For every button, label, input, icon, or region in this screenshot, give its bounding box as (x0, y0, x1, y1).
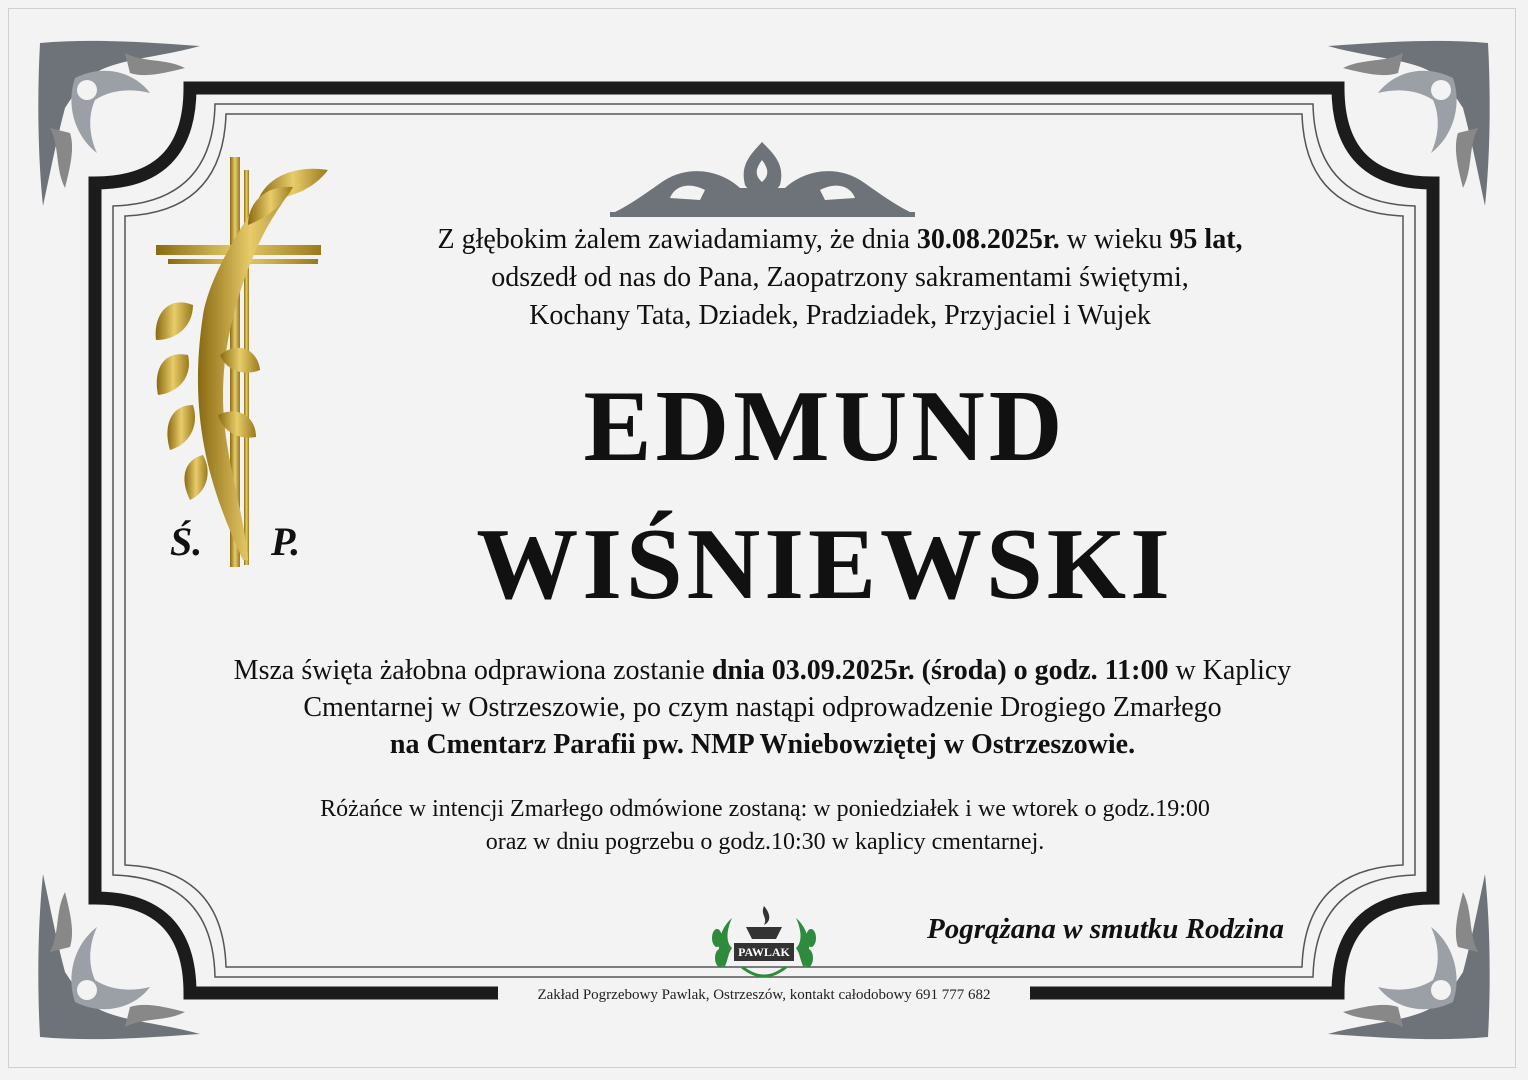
intro-line-1 (340, 221, 1340, 259)
intro-line-2: odszedł od nas do Pana, Zaopatrzony sakramentami świętymi, (491, 262, 1189, 293)
logo-text: PAWLAK (738, 945, 790, 959)
intro-line-3: Kochany Tata, Dziadek, Pradziadek, Przyjaciel i Wujek (529, 300, 1151, 331)
mass-text-b: w Kaplicy (1168, 655, 1292, 686)
corner-ornament-bottom-left (35, 867, 210, 1042)
rosary-line-1: Różańce w intencji Zmarłego odmówione zostaną: w poniedziałek i we wtorek o godz.19:00 (320, 796, 1210, 822)
mass-text-a: Msza święta żałobna odprawiona zostanie (233, 655, 712, 686)
top-ornament (610, 140, 915, 218)
intro-text-b: w wieku (1059, 224, 1170, 255)
last-name: WIŚNIEWSKI (476, 508, 1174, 621)
footer-contact: Zakład Pogrzebowy Pawlak, Ostrzeszów, kontakt całodobowy 691 777 682 (498, 986, 1030, 1005)
mass-info (130, 652, 1395, 763)
mass-line-3: na Cmentarz Parafii pw. NMP Wniebowziętej w Ostrzeszowie. (389, 729, 1136, 760)
corner-ornament-bottom-right (1318, 867, 1493, 1042)
death-date: 30.08.2025r. (916, 224, 1060, 255)
rosary-info (200, 793, 1330, 859)
age: 95 lat, (1169, 224, 1243, 255)
first-name: EDMUND (583, 370, 1067, 483)
sp-initial-s: Ś. (170, 519, 203, 564)
sp-initial-p: P. (271, 519, 301, 564)
intro-text-a: Z głębokim żalem zawiadamiamy, że dnia (437, 224, 917, 255)
family-signature: Pogrążana w smutku Rodzina (927, 913, 1284, 945)
corner-ornament-top-right (1318, 38, 1493, 213)
mass-date-time: dnia 03.09.2025r. (środa) o godz. 11:00 (711, 655, 1169, 686)
funeral-home-logo (702, 903, 826, 985)
mass-line-2: Cmentarnej w Ostrzeszowie, po czym nastąpi odprowadzenie Drogiego Zmarłego (303, 692, 1222, 723)
rosary-line-2: oraz w dniu pogrzebu o godz.10:30 w kaplicy cmentarnej. (485, 829, 1045, 855)
cross-icon (148, 155, 333, 570)
mass-line-1 (130, 652, 1395, 689)
announcement-intro (340, 221, 1340, 335)
